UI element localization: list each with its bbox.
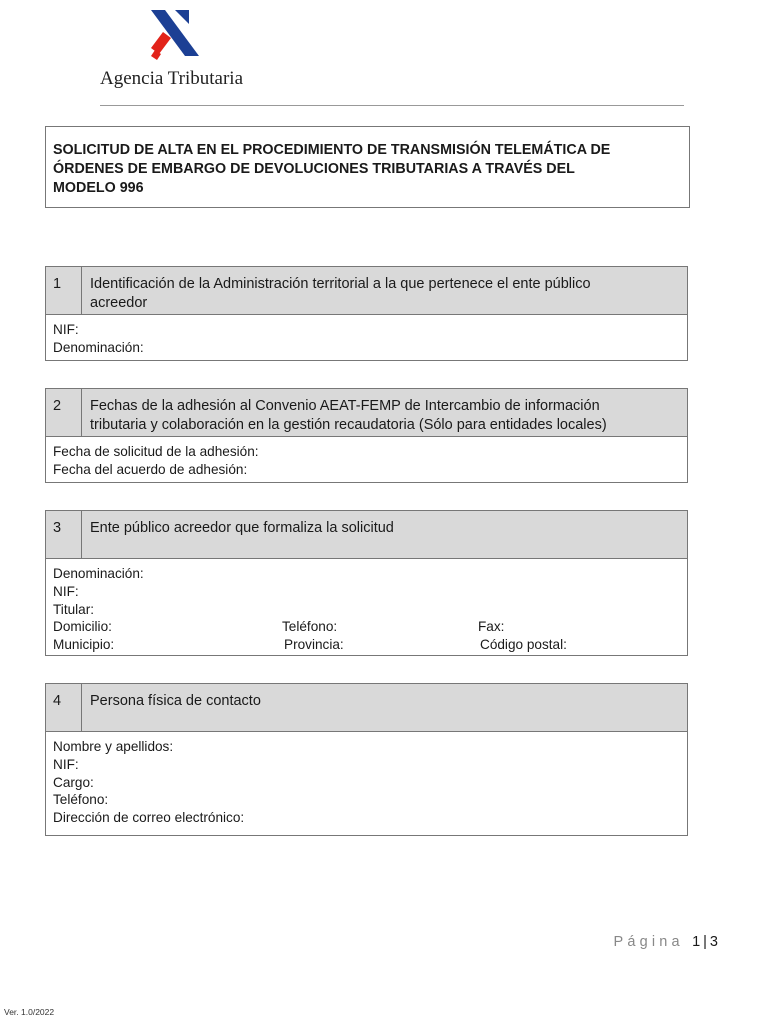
field-label: Provincia: [284, 637, 344, 653]
title-line: ÓRDENES DE EMBARGO DE DEVOLUCIONES TRIBUTARIAS A TRAVÉS DEL [53, 161, 575, 177]
section-title-line: Persona física de contacto [90, 693, 261, 709]
section-header [46, 511, 687, 559]
field-label: Fax: [478, 619, 505, 635]
field-label: Municipio: [53, 637, 115, 653]
section-body [46, 732, 687, 835]
section-header [46, 389, 687, 437]
field-label: Fecha de solicitud de la adhesión: [53, 444, 259, 459]
field-label: NIF: [53, 322, 79, 337]
section-number: 4 [46, 684, 82, 731]
section-title-line: Fechas de la adhesión al Convenio AEAT-FEMP de Intercambio de información [90, 398, 600, 414]
field-label: NIF: [53, 583, 79, 599]
section-number: 3 [46, 511, 82, 558]
field-label: Denominación: [53, 566, 144, 581]
section-title-line: tributaria y colaboración en la gestión recaudatoria (Sólo para entidades locales) [90, 417, 607, 433]
field-label: Titular: [53, 601, 95, 617]
field-label: Domicilio: [53, 619, 112, 635]
page-number [613, 934, 718, 950]
field-label: Nombre y apellidos: [53, 739, 174, 754]
section-1 [45, 266, 688, 361]
field-label: Cargo: [53, 774, 94, 790]
section-body [46, 315, 687, 360]
field-label: Dirección de correo electrónico: [53, 810, 245, 826]
section-title [82, 267, 687, 314]
page-current: 1 [692, 934, 701, 950]
section-title [82, 389, 687, 436]
section-title [82, 684, 687, 731]
section-body [46, 559, 687, 655]
title-line: SOLICITUD DE ALTA EN EL PROCEDIMIENTO DE TRANSMISIÓN TELEMÁTICA DE [53, 142, 611, 158]
field-label: NIF: [53, 756, 79, 772]
header-divider [100, 105, 684, 106]
field-label: Código postal: [480, 637, 567, 653]
aeat-logo-icon [145, 8, 205, 64]
page-word: Página [613, 934, 684, 950]
section-number: 1 [46, 267, 82, 314]
version-label: Ver. 1.0/2022 [4, 1007, 55, 1017]
agency-name: Agencia Tributaria [100, 68, 244, 89]
section-header [46, 684, 687, 732]
field-label: Denominación: [53, 339, 144, 355]
document-title [45, 126, 690, 208]
section-body [46, 437, 687, 482]
field-label: Teléfono: [53, 792, 109, 808]
section-3 [45, 510, 688, 656]
section-2 [45, 388, 688, 483]
page-separator: | [703, 934, 707, 950]
section-4 [45, 683, 688, 836]
field-label: Fecha del acuerdo de adhesión: [53, 461, 248, 477]
title-line: MODELO 996 [53, 180, 144, 196]
section-title-line: Identificación de la Administración territorial a la que pertenece el ente público [90, 276, 591, 292]
section-number: 2 [46, 389, 82, 436]
page-total: 3 [709, 934, 718, 950]
section-header [46, 267, 687, 315]
section-title-line: acreedor [90, 295, 148, 311]
field-label: Teléfono: [282, 619, 338, 635]
field-row [53, 636, 680, 654]
section-title-line: Ente público acreedor que formaliza la solicitud [90, 520, 394, 536]
field-row [53, 618, 680, 636]
section-title [82, 511, 687, 558]
